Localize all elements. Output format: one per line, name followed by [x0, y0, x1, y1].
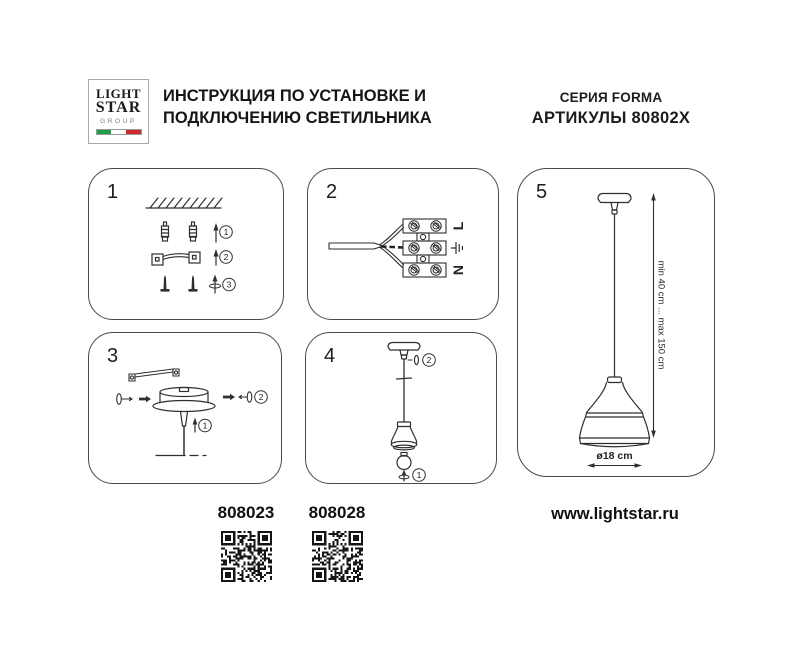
website-url: www.lightstar.ru: [551, 505, 679, 523]
ceiling-hatch: [146, 198, 222, 208]
side-screw-icon: [117, 394, 132, 404]
flag-red: [126, 130, 141, 134]
step4-panel: [305, 332, 497, 484]
lamp-shade: [580, 377, 650, 447]
diameter-dimension-label: ø18 cm: [596, 450, 633, 462]
lightstar-logo: [88, 79, 149, 144]
power-cable: [329, 243, 381, 249]
svg-text:1: 1: [223, 227, 229, 238]
step-badge-3: [223, 278, 236, 291]
screw-in-rotation-icon: [399, 470, 409, 482]
side-screw-icon: [239, 392, 252, 402]
step-badge-1: [413, 469, 426, 482]
lamp-holder: [391, 422, 417, 450]
step4-number: 4: [324, 345, 336, 367]
qr-code-808023: [221, 531, 272, 582]
arrow-up-icon: [214, 223, 219, 242]
terminal-screws: [409, 221, 441, 275]
suspension-cable: [397, 359, 412, 422]
push-arrow-icon: [139, 396, 151, 402]
wire-earth: [381, 247, 403, 248]
step-badge-2: [220, 251, 233, 264]
step5-number: 5: [536, 181, 548, 203]
svg-text:2: 2: [426, 355, 432, 366]
step2-diagram: [308, 169, 498, 319]
light-bulb: [397, 453, 411, 470]
step2-number: 2: [326, 181, 338, 203]
flag-green: [97, 130, 112, 134]
step-badge-2: [255, 391, 268, 404]
articles-label: АРТИКУЛЫ 80802X: [531, 109, 691, 127]
flag-white: [111, 130, 126, 134]
step-badge-2: [423, 354, 436, 367]
arrow-up-icon: [193, 418, 198, 433]
qr-code-808028: [312, 531, 363, 582]
height-dimension-line: [651, 193, 656, 438]
step-badge-1: [220, 226, 233, 239]
earth-symbol-icon: [452, 243, 463, 254]
title-line1: ИНСТРУКЦИЯ ПО УСТАНОВКЕ И: [163, 87, 427, 105]
wall-anchor: [162, 222, 169, 241]
svg-text:3: 3: [226, 279, 232, 290]
title-line2: ПОДКЛЮЧЕНИЮ СВЕТИЛЬНИКА: [163, 108, 432, 127]
series-label: СЕРИЯ FORMA: [559, 90, 663, 105]
screw-in-rotation-icon: [210, 275, 221, 294]
step3-panel: [88, 332, 282, 484]
arrow-up-icon: [214, 249, 219, 265]
step1-panel: [88, 168, 284, 320]
page-title: [163, 86, 463, 129]
step4-diagram: [306, 333, 496, 483]
italian-flag: [96, 129, 142, 135]
svg-text:1: 1: [416, 470, 422, 481]
wall-anchor: [190, 222, 197, 241]
lamp-stem: [156, 412, 206, 456]
series-block: [511, 90, 711, 128]
push-arrow-icon: [223, 394, 235, 400]
step5-diagram: [518, 169, 714, 476]
article-number-2: 808028: [308, 503, 366, 522]
step1-diagram: [89, 169, 283, 319]
mounting-bracket: [129, 369, 179, 381]
diameter-dimension-line: [587, 463, 642, 468]
screw: [189, 275, 198, 292]
ceiling-canopy: [153, 388, 215, 412]
side-screw-icon: [408, 355, 419, 364]
logo-word-group: GROUP: [100, 118, 137, 125]
step3-number: 3: [107, 345, 119, 367]
svg-text:1: 1: [202, 420, 208, 431]
step5-panel: [517, 168, 715, 477]
step-badge-1: [199, 419, 212, 432]
terminal-label-neutral: N: [450, 264, 466, 276]
wire-live: [380, 225, 404, 248]
height-dimension-label: min 40 cm ... max 150 cm: [655, 260, 667, 370]
logo-word-light: LIGHT: [95, 86, 142, 101]
step2-panel: [307, 168, 499, 320]
step1-number: 1: [107, 181, 119, 203]
screw: [161, 275, 170, 292]
terminal-label-live: L: [450, 221, 466, 231]
mounting-bracket: [152, 252, 200, 265]
article-number-1: 808023: [217, 503, 275, 522]
svg-text:2: 2: [223, 252, 229, 263]
logo-word-star: STAR: [95, 99, 142, 116]
ceiling-canopy: [598, 194, 631, 215]
svg-text:2: 2: [258, 392, 264, 403]
step3-diagram: [89, 333, 281, 483]
